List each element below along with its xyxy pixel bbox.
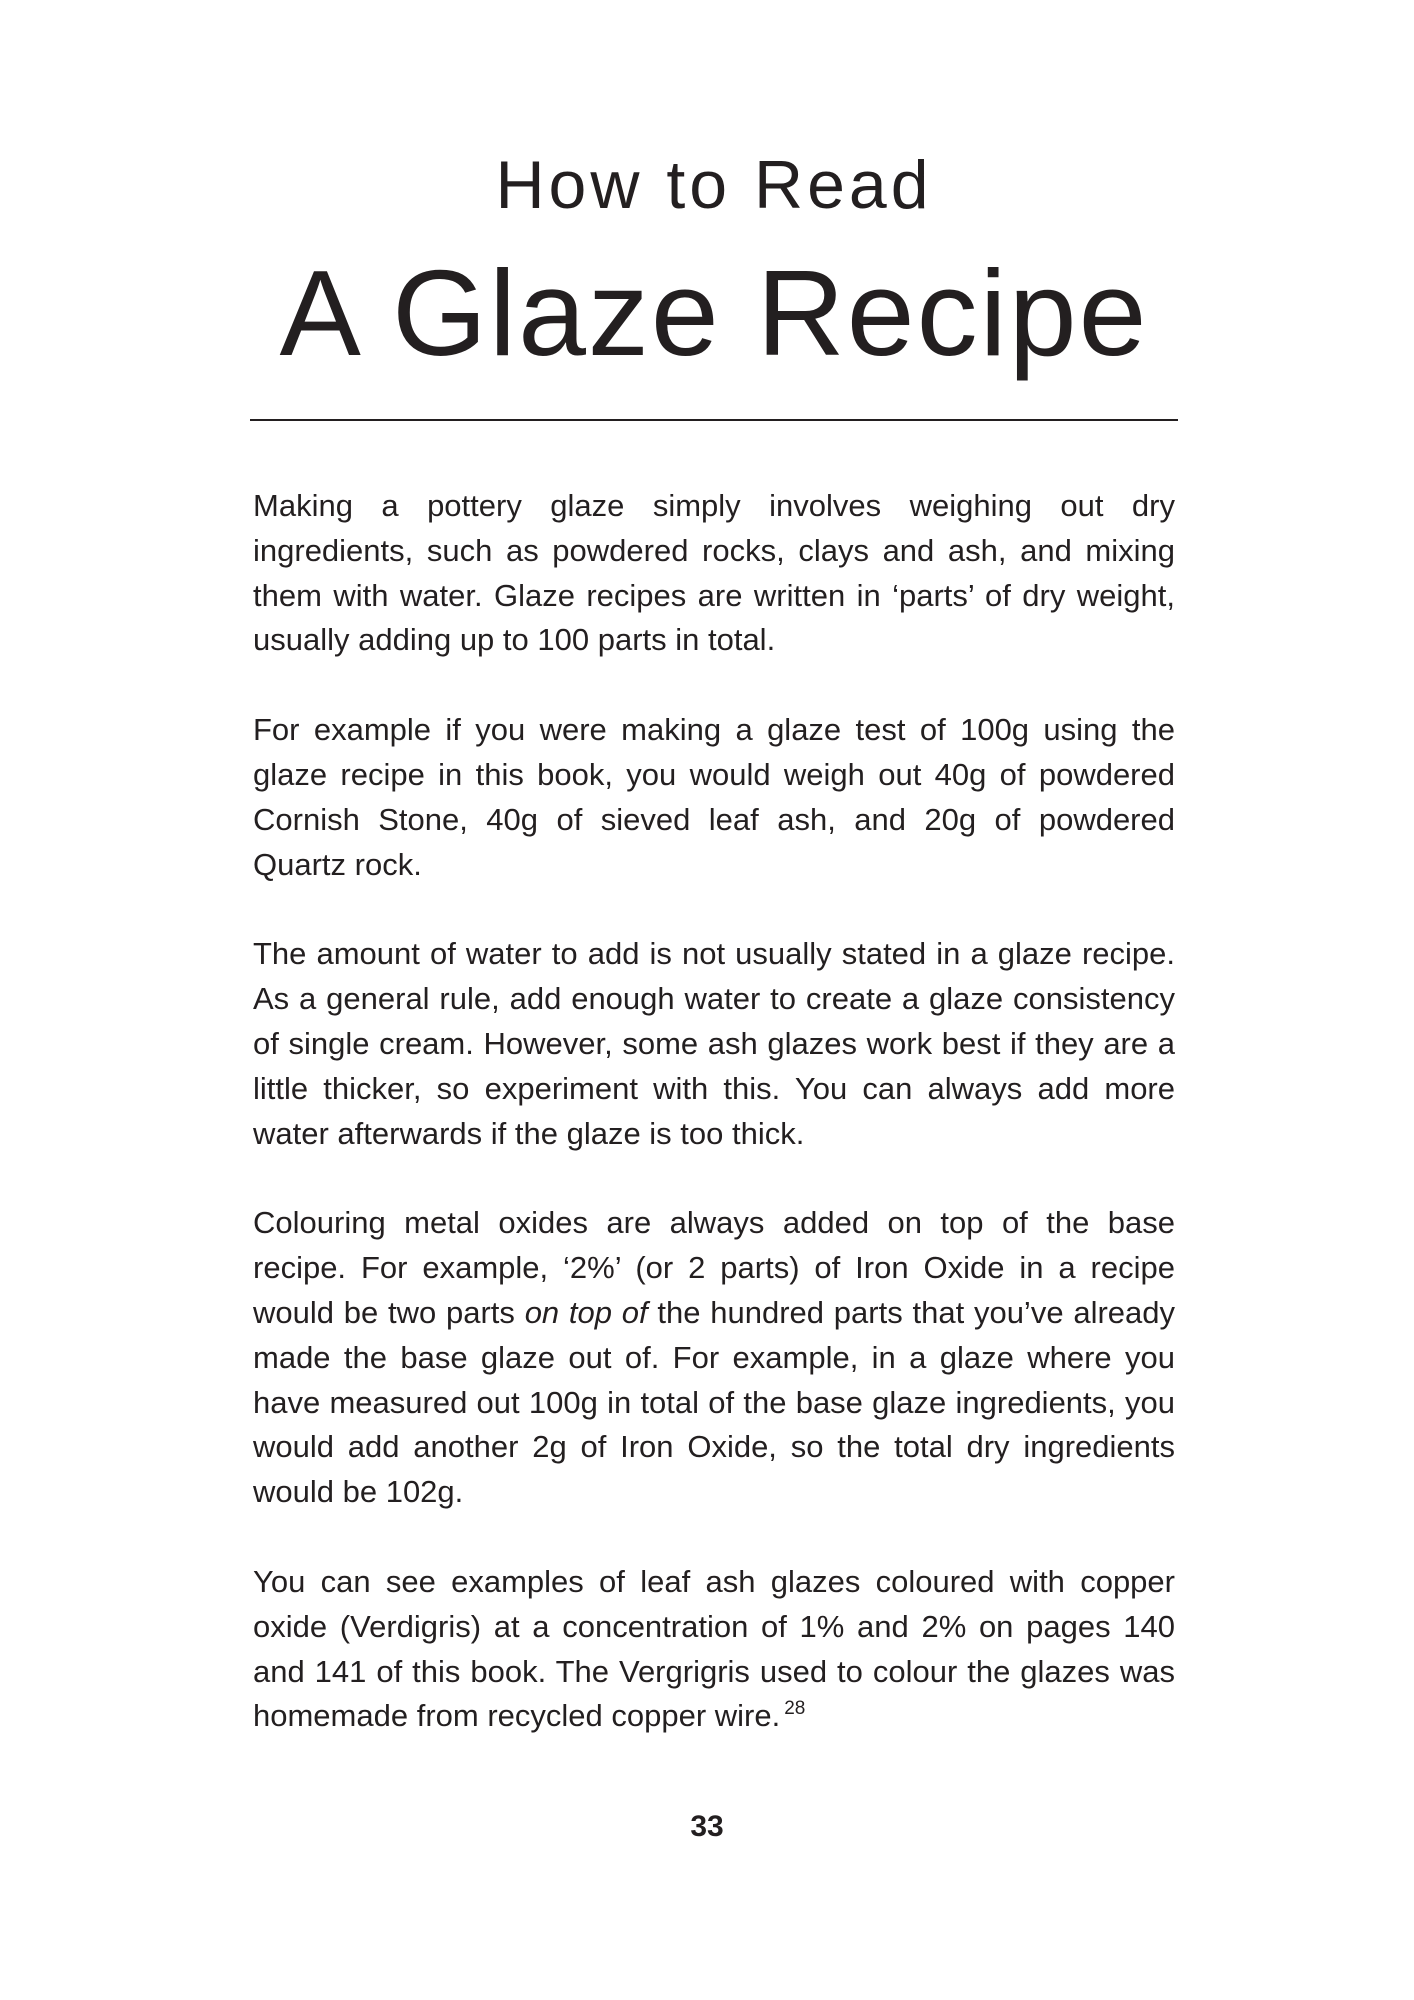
page-number: 33 [690,1810,724,1843]
paragraph-oxides [253,1201,1175,1515]
paragraph-oxides-emphasis: on top of [524,1294,648,1330]
paragraph-oxides-part2: the hundred parts that you’ve already made the base glaze out of. For example, in a glaze where you have measured out 100g in total of the base glaze ingredients, you would add another 2g of Iron Oxide, so the total dry ingredients would be 102g. [253,1294,1176,1510]
paragraph-water: The amount of water to add is not usually stated in a glaze recipe. As a general rule, add enough water to create a glaze consistency of single cream. However, some ash glazes work best if they are a little thicker, so experiment with this. You can always add more water afterwards if the glaze is too thick. [253,936,1175,1151]
page-title: A Glaze Recipe [279,245,1149,381]
body-text [253,484,1175,1739]
paragraph-example: For example if you were making a glaze test of 100g using the glaze recipe in this book, you would weigh out 40g of powdered Cornish Stone, 40g of sieved leaf ash, and 20g of powdered Quartz rock. [253,712,1175,882]
paragraph-intro: Making a pottery glaze simply involves weighing out dry ingredients, such as powdered rocks, clays and ash, and mixing them with water. Glaze recipes are written in ‘parts’ of dry weight, usually adding up to 100 parts in total. [253,488,1175,658]
paragraph-verdigris [253,1560,1175,1739]
footnote-reference: 28 [784,1698,806,1720]
paragraph-verdigris-text: You can see examples of leaf ash glazes coloured with copper oxide (Verdigris) at a concentration of 1% and 2% on pages 140 and 141 of this book. The Vergrigris used to colour the glazes was homemade from recycled copper wire. [253,1563,1175,1734]
page-subtitle: How to Read [495,147,933,223]
title-divider [250,419,1178,421]
paragraph-oxides-part1: Colouring metal oxides are always added on top of the base recipe. For example, ‘2%’ (or 2 parts) of Iron Oxide in a recipe would be two parts [253,1205,1175,1330]
title-block [250,140,1178,388]
